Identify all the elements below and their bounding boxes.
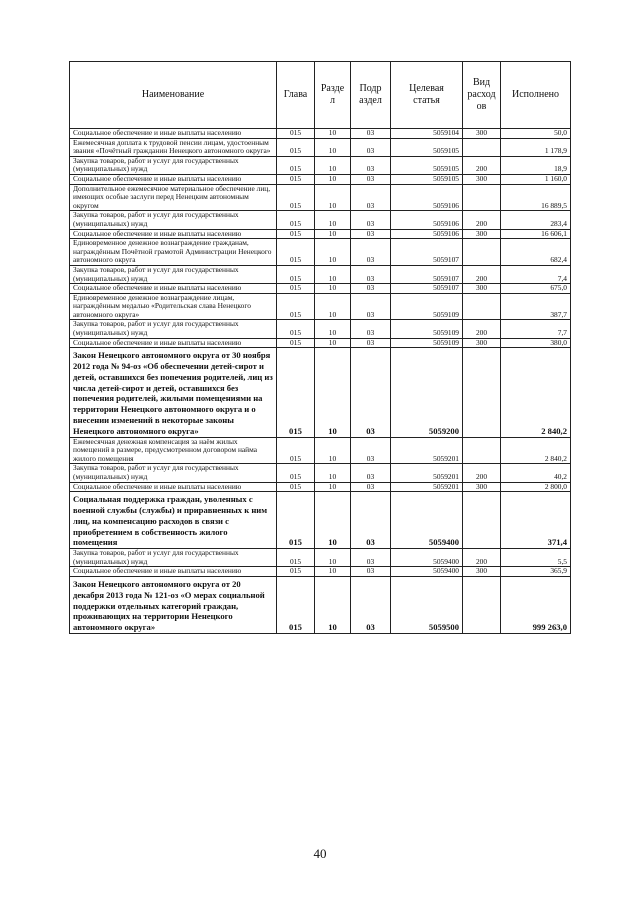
cell-target: 5059400 (391, 492, 463, 549)
header-type: Вид расход ов (463, 62, 501, 129)
cell-type: 200 (463, 549, 501, 567)
cell-name: Закупка товаров, работ и услуг для государственных (муниципальных) нужд (70, 156, 277, 174)
cell-section: 10 (315, 229, 351, 239)
table-row (70, 320, 571, 338)
cell-name: Единовременное денежное вознаграждение гражданам, награждённым Почётной грамотой Администрации Ненецкого автономного округа (70, 239, 277, 266)
table-row (70, 567, 571, 577)
cell-name: Социальное обеспечение и иные выплаты населению (70, 284, 277, 294)
cell-chapter: 015 (277, 338, 315, 348)
cell-chapter: 015 (277, 437, 315, 464)
cell-subsection: 03 (351, 138, 391, 156)
cell-type: 200 (463, 464, 501, 482)
cell-section: 10 (315, 567, 351, 577)
cell-type: 200 (463, 211, 501, 229)
cell-target: 5059109 (391, 338, 463, 348)
cell-target: 5059107 (391, 265, 463, 283)
cell-subsection: 03 (351, 211, 391, 229)
cell-executed: 5,5 (501, 549, 571, 567)
cell-subsection: 03 (351, 348, 391, 437)
cell-target: 5059104 (391, 129, 463, 139)
cell-subsection: 03 (351, 492, 391, 549)
cell-section: 10 (315, 138, 351, 156)
cell-chapter: 015 (277, 549, 315, 567)
cell-name: Социальное обеспечение и иные выплаты населению (70, 129, 277, 139)
table-row (70, 265, 571, 283)
cell-target: 5059105 (391, 156, 463, 174)
table-row (70, 348, 571, 437)
cell-target: 5059400 (391, 549, 463, 567)
cell-executed: 16 606,1 (501, 229, 571, 239)
cell-type: 300 (463, 229, 501, 239)
cell-executed: 16 889,5 (501, 184, 571, 211)
cell-section: 10 (315, 184, 351, 211)
cell-type (463, 348, 501, 437)
cell-name: Социальное обеспечение и иные выплаты населению (70, 482, 277, 492)
cell-type (463, 239, 501, 266)
cell-target: 5059106 (391, 229, 463, 239)
cell-target: 5059201 (391, 464, 463, 482)
cell-target: 5059400 (391, 567, 463, 577)
cell-target: 5059105 (391, 174, 463, 184)
header-target: Целевая статья (391, 62, 463, 129)
cell-subsection: 03 (351, 265, 391, 283)
cell-chapter: 015 (277, 576, 315, 633)
cell-section: 10 (315, 293, 351, 320)
cell-executed: 2 840,2 (501, 348, 571, 437)
cell-chapter: 015 (277, 293, 315, 320)
cell-subsection: 03 (351, 338, 391, 348)
cell-name: Социальное обеспечение и иные выплаты населению (70, 338, 277, 348)
cell-executed: 371,4 (501, 492, 571, 549)
cell-chapter: 015 (277, 265, 315, 283)
cell-subsection: 03 (351, 464, 391, 482)
cell-executed: 380,0 (501, 338, 571, 348)
cell-subsection: 03 (351, 129, 391, 139)
cell-executed: 682,4 (501, 239, 571, 266)
cell-section: 10 (315, 492, 351, 549)
table-row (70, 482, 571, 492)
cell-section: 10 (315, 338, 351, 348)
cell-section: 10 (315, 348, 351, 437)
table-row (70, 549, 571, 567)
cell-name: Единовременное денежное вознаграждение лицам, награждённым медалью «Родительская слава Ненецкого автономного округа» (70, 293, 277, 320)
cell-executed: 40,2 (501, 464, 571, 482)
cell-type: 300 (463, 284, 501, 294)
cell-section: 10 (315, 265, 351, 283)
table-row (70, 284, 571, 294)
cell-name: Закупка товаров, работ и услуг для государственных (муниципальных) нужд (70, 211, 277, 229)
cell-type (463, 184, 501, 211)
cell-target: 5059109 (391, 293, 463, 320)
cell-target: 5059201 (391, 482, 463, 492)
cell-subsection: 03 (351, 156, 391, 174)
cell-executed: 2 840,2 (501, 437, 571, 464)
table-row (70, 174, 571, 184)
cell-executed: 1 178,9 (501, 138, 571, 156)
cell-subsection: 03 (351, 437, 391, 464)
cell-subsection: 03 (351, 174, 391, 184)
table-row (70, 211, 571, 229)
cell-subsection: 03 (351, 184, 391, 211)
header-name: Наименование (70, 62, 277, 129)
cell-name: Закупка товаров, работ и услуг для государственных (муниципальных) нужд (70, 265, 277, 283)
cell-name: Ежемесячная доплата к трудовой пенсии лицам, удостоенным звания «Почётный гражданин Ненецкого автономного округа» (70, 138, 277, 156)
table-row (70, 138, 571, 156)
cell-executed: 2 800,0 (501, 482, 571, 492)
cell-section: 10 (315, 464, 351, 482)
header-chapter: Глава (277, 62, 315, 129)
cell-type: 300 (463, 338, 501, 348)
cell-section: 10 (315, 211, 351, 229)
cell-executed: 7,7 (501, 320, 571, 338)
cell-chapter: 015 (277, 284, 315, 294)
cell-subsection: 03 (351, 239, 391, 266)
cell-section: 10 (315, 156, 351, 174)
cell-name: Социальное обеспечение и иные выплаты населению (70, 174, 277, 184)
cell-chapter: 015 (277, 492, 315, 549)
cell-chapter: 015 (277, 567, 315, 577)
cell-type (463, 293, 501, 320)
cell-target: 5059201 (391, 437, 463, 464)
cell-target: 5059106 (391, 184, 463, 211)
cell-target: 5059107 (391, 284, 463, 294)
cell-target: 5059109 (391, 320, 463, 338)
cell-chapter: 015 (277, 138, 315, 156)
page-number: 40 (313, 846, 327, 861)
cell-executed: 675,0 (501, 284, 571, 294)
cell-subsection: 03 (351, 229, 391, 239)
cell-name: Закон Ненецкого автономного округа от 30 ноября 2012 года № 94-оз «Об обеспечении детей-сирот и детей, оставшихся без попечения родителей, лиц из числа детей-сирот и детей, оставшихся без попечения родителей, жилыми помещениями на территории Ненецкого автономного округа и о внесении изменений в некоторые законы Ненецкого автономного округа» (70, 348, 277, 437)
cell-chapter: 015 (277, 229, 315, 239)
header-subsection: Подр аздел (351, 62, 391, 129)
cell-subsection: 03 (351, 320, 391, 338)
cell-section: 10 (315, 284, 351, 294)
cell-executed: 999 263,0 (501, 576, 571, 633)
table-body (70, 129, 571, 634)
cell-name: Дополнительное ежемесячное материальное обеспечение лиц, имеющих особые заслуги перед Ненецким автономным округом (70, 184, 277, 211)
cell-type (463, 492, 501, 549)
cell-name: Закон Ненецкого автономного округа от 20 декабря 2013 года № 121-оз «О мерах социальной поддержки отдельных категорий граждан, проживающих на территории Ненецкого автономного округа» (70, 576, 277, 633)
cell-executed: 18,9 (501, 156, 571, 174)
cell-type (463, 138, 501, 156)
table-row (70, 437, 571, 464)
cell-name: Закупка товаров, работ и услуг для государственных (муниципальных) нужд (70, 549, 277, 567)
cell-chapter: 015 (277, 482, 315, 492)
table-row (70, 492, 571, 549)
cell-name: Закупка товаров, работ и услуг для государственных (муниципальных) нужд (70, 464, 277, 482)
cell-subsection: 03 (351, 567, 391, 577)
table-row (70, 239, 571, 266)
cell-section: 10 (315, 437, 351, 464)
cell-target: 5059105 (391, 138, 463, 156)
cell-executed: 1 160,0 (501, 174, 571, 184)
cell-name: Закупка товаров, работ и услуг для государственных (муниципальных) нужд (70, 320, 277, 338)
cell-chapter: 015 (277, 129, 315, 139)
table-header-row (70, 62, 571, 129)
cell-target: 5059200 (391, 348, 463, 437)
cell-type: 300 (463, 482, 501, 492)
cell-type: 300 (463, 174, 501, 184)
budget-table (69, 61, 571, 634)
cell-executed: 365,9 (501, 567, 571, 577)
cell-type: 200 (463, 320, 501, 338)
cell-name: Социальная поддержка граждан, уволенных с военной службы (службы) и приравненных к ним лиц, на компенсацию расходов в связи с приобретением в собственность жилого помещения (70, 492, 277, 549)
table-row (70, 129, 571, 139)
cell-section: 10 (315, 549, 351, 567)
cell-name: Социальное обеспечение и иные выплаты населению (70, 567, 277, 577)
table-row (70, 156, 571, 174)
cell-chapter: 015 (277, 156, 315, 174)
cell-target: 5059500 (391, 576, 463, 633)
cell-subsection: 03 (351, 284, 391, 294)
cell-subsection: 03 (351, 293, 391, 320)
cell-section: 10 (315, 174, 351, 184)
cell-subsection: 03 (351, 482, 391, 492)
cell-subsection: 03 (351, 576, 391, 633)
table-row (70, 464, 571, 482)
cell-subsection: 03 (351, 549, 391, 567)
table-row (70, 184, 571, 211)
cell-chapter: 015 (277, 184, 315, 211)
cell-executed: 50,0 (501, 129, 571, 139)
cell-chapter: 015 (277, 174, 315, 184)
cell-section: 10 (315, 239, 351, 266)
cell-section: 10 (315, 129, 351, 139)
cell-section: 10 (315, 482, 351, 492)
cell-type: 300 (463, 567, 501, 577)
table-row (70, 229, 571, 239)
cell-target: 5059107 (391, 239, 463, 266)
table-row (70, 576, 571, 633)
cell-chapter: 015 (277, 464, 315, 482)
cell-executed: 387,7 (501, 293, 571, 320)
cell-chapter: 015 (277, 348, 315, 437)
cell-executed: 7,4 (501, 265, 571, 283)
cell-type: 200 (463, 265, 501, 283)
cell-section: 10 (315, 576, 351, 633)
header-executed: Исполнено (501, 62, 571, 129)
cell-type (463, 437, 501, 464)
cell-chapter: 015 (277, 239, 315, 266)
cell-type: 200 (463, 156, 501, 174)
cell-chapter: 015 (277, 211, 315, 229)
cell-name: Социальное обеспечение и иные выплаты населению (70, 229, 277, 239)
cell-name: Ежемесячная денежная компенсация за наём жилых помещений в размере, предусмотренном договором найма жилого помещения (70, 437, 277, 464)
header-section: Разде л (315, 62, 351, 129)
table-row (70, 338, 571, 348)
cell-type (463, 576, 501, 633)
cell-executed: 283,4 (501, 211, 571, 229)
cell-chapter: 015 (277, 320, 315, 338)
cell-section: 10 (315, 320, 351, 338)
table-row (70, 293, 571, 320)
cell-target: 5059106 (391, 211, 463, 229)
cell-type: 300 (463, 129, 501, 139)
